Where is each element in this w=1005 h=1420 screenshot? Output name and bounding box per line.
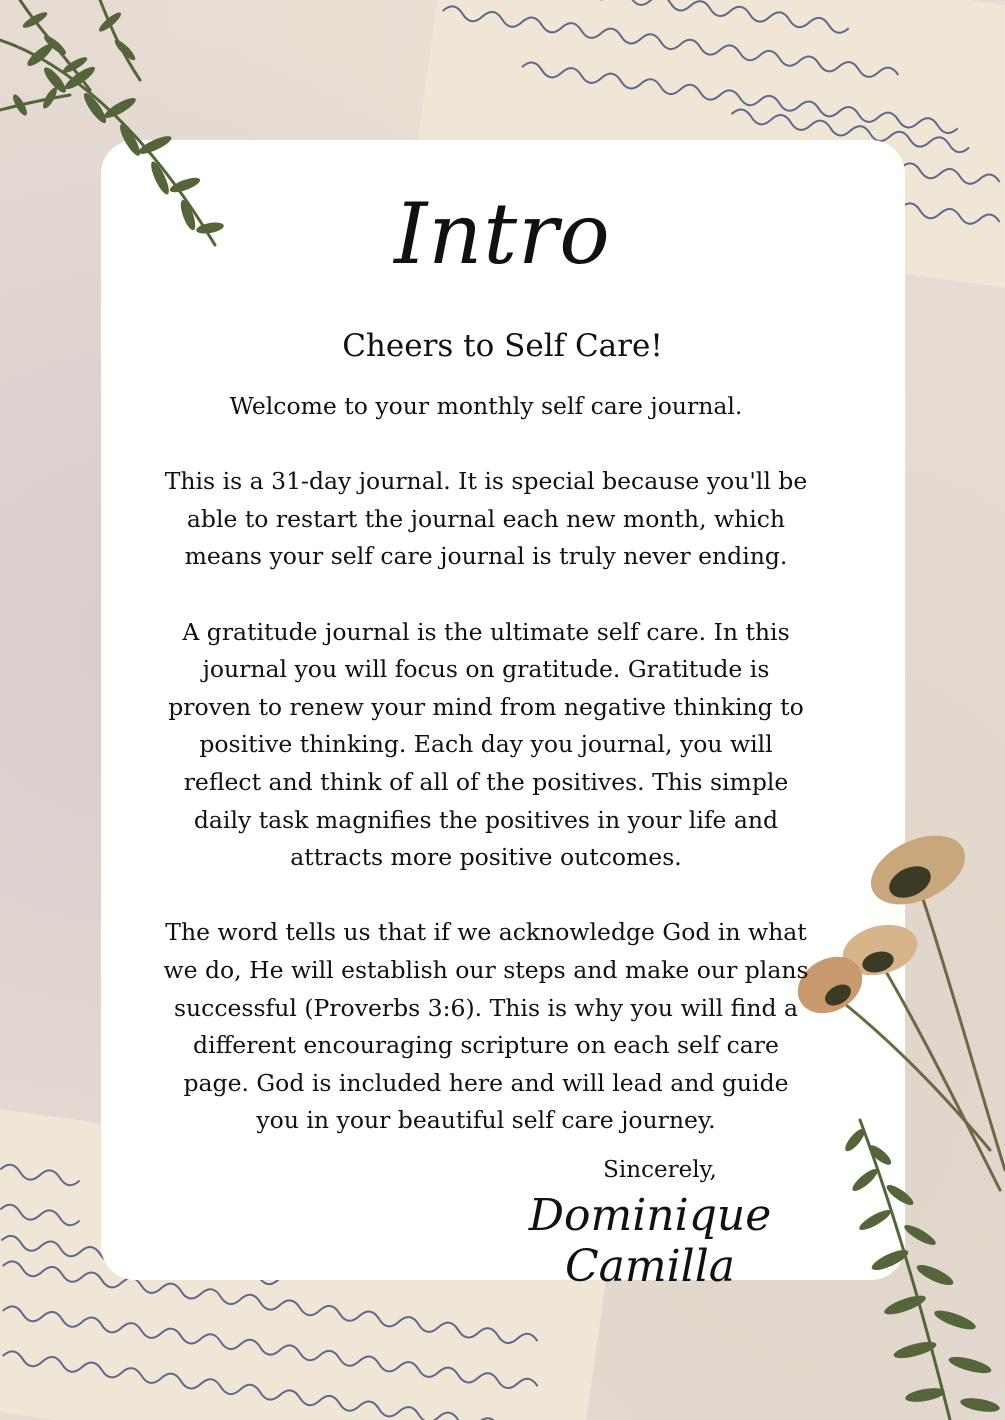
page-subtitle: Cheers to Self Care! [342,328,663,364]
paragraph: Welcome to your monthly self care journal. [229,392,743,420]
page-title: Intro [394,185,611,283]
paragraph: This is a 31-day journal. It is special because you'll be able to restart the journal each new month, which means your self care journal is truly never ending. [164,467,808,571]
fern-icon [830,1120,1005,1420]
signoff: Sincerely, [603,1157,717,1183]
paragraph: A gratitude journal is the ultimate self care. In this journal you will focus on gratitude. Gratitude is proven to renew your mind from negative thinking to positive thinking. Each day you journal, you will reflect and think of all of the positives. This simple daily task magnifies the positives in your life and attracts more positive outcomes. [168,617,804,872]
signature: Dominique Camilla [528,1190,772,1292]
paragraph: The word tells us that if we acknowledge God in what we do, He will establish our steps and make our plans successful (Proverbs 3:6). This is why you will find a different encouraging scripture on each self care page. God is included here and will lead and guide you in your beautiful self care journey. [163,918,809,1135]
intro-body [160,388,812,1177]
